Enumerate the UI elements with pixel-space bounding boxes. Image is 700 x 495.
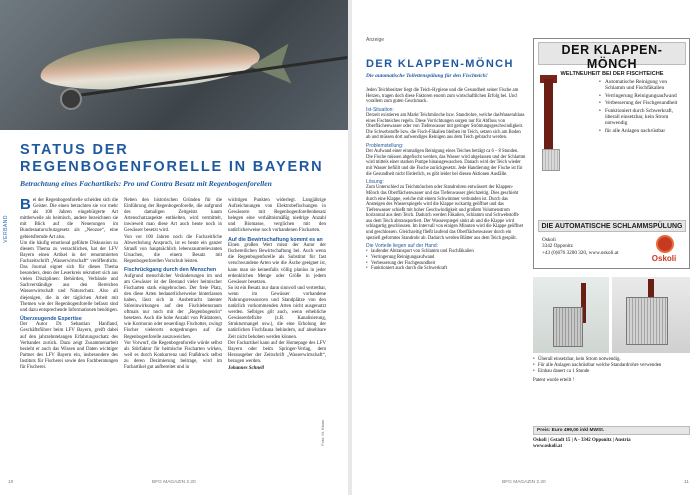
page-number: 10 <box>8 480 14 485</box>
ad-feature-list <box>598 79 688 135</box>
patent-note: Patent wurde erteilt ! <box>533 377 575 383</box>
paragraph: Der Fachartikel kann auf der Homepage des LFV Bayern oder beim Springer-Verlag, dem Herausgeber der Zeitschrift „Wasserwirtschaft“, bezogen werden. <box>228 340 326 364</box>
list-item: • laufender Abtransport von Schlamm und Fischfäkalien <box>366 249 526 255</box>
paragraph: Jeden Teichbesitzer liegt die Teich-Hygiene und die Gesundheit seiner Fische am Herzen, tragen doch diese Faktoren enorm zum wirtschaftlichen Erfolg bei. Und vorallem zum guten Geschmack. <box>366 88 519 105</box>
pipe <box>648 279 654 299</box>
dropcap: B <box>20 196 31 213</box>
list-item: • Verbesserung der Fischgesundheit <box>366 261 526 267</box>
monk-box-image <box>553 307 583 347</box>
logo-text: Oskoli <box>651 254 677 263</box>
advertisement-box <box>533 38 690 269</box>
ad-header-title: DER KLAPPEN-MÖNCH <box>561 43 663 71</box>
list-item: • Verbesserung der Fischgesundheit <box>598 100 688 106</box>
subheading: Auf die Bewirtschaftung kommt es an <box>228 236 323 243</box>
article-column-2 <box>124 198 222 371</box>
ad-slogan: DIE AUTOMATISCHE SCHLAMMSPÜLUNG <box>538 220 686 232</box>
ad-header <box>538 42 686 77</box>
ad-header-subtitle: WELTNEUHEIT BEI DER FISCHTEICHE <box>560 71 664 77</box>
subheading: Lösung: <box>366 179 384 186</box>
photo-credit: Foto: M. Klaus <box>320 420 325 446</box>
paragraph: So ist ein Besatz nur dann sinnvoll und vertretbar, wenn im Gewässer vorhandene Nahrungsressourcen und Standplätze von den natürlich vorkommenden Arten nicht ausgenutzt werden. Selbiges gilt auch, wenn erhebliche Gewässerdefizite (z.B. Kanalisierung, Strukturmangel usw.), die eine Erholung der natürlichen Fischfauna behindern, auf absehbare Zeit nicht behoben werden können. <box>228 285 326 340</box>
subheading: Die Vorteile liegen auf der Hand: <box>366 243 438 250</box>
author: Johannes Schnell <box>228 366 265 372</box>
list-item: • Funktioniert durch Schwerkraft, überall einsetzbar, kein Strom notwendig <box>598 108 688 127</box>
paragraph: Um die häufig emotional geführte Diskussion zu diesem Thema zu versachlichen, hat der LFV Bayern einen Artikel in der renommierten Fachzeitschrift „Wasserwirtschaft“ veröffentlicht. Das Journal eignet sich für dieses Thema besonders, denn der Leserkreis rekrutiert sich aus vielen Disziplinen: Behörden, Verbände und Sachverständige aus den Bereichen Wasserwirtschaft und Naturschutz. Also all diejenigen, die in der täglichen Arbeit mit Themen wie der Regenbogenforelle befasst sind und dazu entsprechende Informationen benötigen. <box>20 240 118 313</box>
product-photo-2 <box>612 277 690 353</box>
paragraph: Der Aufwand einer einmaligen Reinigung eines Teiches beträgt ca 6 – 8 Stunden. Die Fische müssen abgefischt werden, das Wasser wird abgelassen und der Schlamm wird mittels einer starken Pumpe hinausgewaschen. Danach wird der Teich wieder mit Wasser befüllt und die Fische zurückgesetzt. Jede Handierung der Fische ist für die Gesundheit nicht förderlich, es gibt leider bei diesen Aktionen Ausfälle. <box>366 149 526 177</box>
ad-footer <box>533 438 690 450</box>
right-page <box>352 0 700 495</box>
pipe <box>544 79 553 149</box>
article-column-3 <box>228 198 326 372</box>
paragraph: ei der Regenbogenforelle scheiden sich die Geister. Die einen betrachten sie vor mehr als 100 Jahren eingebürgerte Art mittlerweile als heimisch, andere bezeichnen sie mit Blick auf die Neuerungen im Bundesnaturschutzgesetz als „Neozoe“, eine gebietsfremde Art also. <box>20 198 118 240</box>
paragraph: Zum Unterschied zu Teichmönchen oder Standrohren entwässert der Klappen-Mönch das Oberflächenwasser und das Tiefenwasser gleichzeitig. Dies geschieht durch eine Klappe, welche mit einem Schwimmer verbunden ist. Durch das Ansteigen des Wasserspiegels wird die Klappe ruckartig geöffnet und das Tiefenwasser schießt mit hoher Geschwindigkeit und großem Volumenstrom horizontal aus dem Teich. Dadurch werden Fäkalien, Schlamm und Schwebstoffe aus dem Teich abtransportiert. Der Wasserspiegel sinkt ab und die Klappe wird schlagartig geschlossen. Im Intervall von einigen Minuten wird die Klappe geöffnet und geschlossen. Gleichzeitig fließt laufend das Oberflächenwasser durch ein speziell geformtes Standrohr ab. Dadurch werden Blätter aus dem Teich gespült. <box>366 185 524 241</box>
paragraph: Vor Vorwurf, die Regenbogenforelle würde selbst als Störfaktor für heimische Fischarten wirken, weil es durch Konkurrenz und Fraßdruck selbst zu deren Dezimierung beitrage, wird im Fachartikel gut aufbereitet und in <box>124 340 222 371</box>
reel-icon <box>60 88 82 110</box>
monk-box-image <box>542 149 560 171</box>
subheading: Ist-Situation: <box>366 106 394 113</box>
paragraph: wichtigen Punkten widerlegt. Langjährige Aufzeichnungen von Elektrobefischungen in Gewässern mit Regenbogenforellenbesatz belegen eine verhältnismäßig niedrige Anzahl und Biomasse, verglichen mit den natürlicherweise noch vorhandenen Fischarten. <box>228 198 326 234</box>
list-item: • Verringerung Reinigungsaufwand <box>366 255 526 261</box>
contact-name: Oskoli <box>542 237 556 243</box>
logo-icon <box>656 235 674 253</box>
ad-bullet-text <box>533 357 690 385</box>
magazine-footer: BFG MAGAZIN 2.20 <box>152 480 196 485</box>
oskoli-logo <box>644 235 684 265</box>
list-item: • Einbau dauert ca 1 Stunde <box>533 369 690 375</box>
left-page <box>0 0 348 495</box>
footer-contact: Oskoli | Gstadt 15 | A - 3342 Opponitz | Austria <box>533 438 631 443</box>
section-label: VERBAND <box>3 215 9 243</box>
list-item: • Für alle Anlagen nachrüstbar welche Standardrohre verwenden <box>533 363 690 369</box>
paragraph: Einen großen Wert misst der Autor der fischereilichen Bewirtschaftung bei. Auch wenn die Regenbogenforelle als Substitut für fast verschwundene Arten wie die Äsche geeignet ist, kann man sie keinesfalls völlig planlos in jeder erdenklichen Menge oder Größe in jedem Gewässer besetzen. <box>228 243 326 285</box>
list-item: • Funktioniert auch durch die Schwerkraft <box>366 266 526 272</box>
paragraph: Der Autor Dr. Sebastian Hanfland, Geschäftsführer beim LFV Bayern, greift dabei auf den jahrzehntelangen Erfahrungsschatz des Verbandes zurück. Dazu zeigt Zusammenarbeit bezieht er auch das Wissen und Daten wichtiger Partner des LFV Bayern ein, insbesondere des Instituts für Fischerei sowie den Fachberatungen für Fischerei. <box>20 322 118 371</box>
ad-title: DER KLAPPEN-MÖNCH <box>366 58 514 70</box>
subheading: Überzeugende Expertise <box>20 315 82 322</box>
monk-box-image <box>626 297 668 345</box>
price-box: Preis: Euro 499,00 inkl MWSt. <box>533 426 690 435</box>
list-item: • Verringerung Reinigungsaufwand <box>598 93 688 99</box>
article-title: STATUS DER REGENBOGENFORELLE IN BAYERN <box>20 142 324 175</box>
magazine-footer: BFG MAGAZIN 2.20 <box>502 480 546 485</box>
paragraph: Von vor 100 Jahren noch die Fachzeitliche Abwechslung Anspruch, ist es heute ein ganzer Strauß von hauptsächlich lebensraumrelevanten Ursachen, die einem Besatz mit Regenbogenforellen Vorschub leisten. <box>124 234 222 264</box>
list-item: • Überall einsetzbar, kein Strom notwendig. <box>533 357 690 363</box>
article-subtitle: Betrachtung eines Fachartikels: Pro und Contra Besatz mit Regenbogenforellen <box>20 179 272 188</box>
ad-subtitle: Die automatische Toilettenspülung für den Fischteich! <box>366 73 488 79</box>
paragraph: Neben den historischen Gründen für die Einführung der Regenbogenforelle, die aufgrund des damaligen Zeitgeists kaum Artenschutzaspekte enthielten, wird vermittelt, inwieweit man diese Art auch heute noch in Gewässer besetzt wird. <box>124 198 222 234</box>
list-item: • Automatische Reinigung von Schlamm und Fischfäkalien <box>598 79 688 92</box>
subheading: Problemstellung: <box>366 142 404 149</box>
footer-url[interactable]: www.oskoli.at <box>533 443 563 449</box>
list-item: • für alle Anlagen nachrüstbar <box>598 128 688 134</box>
subheading: Fischrückgang durch den Menschen <box>124 267 217 274</box>
ad-body-column <box>366 88 526 272</box>
contact-address: 3342 Opponitz <box>542 243 573 250</box>
ad-contact <box>542 237 619 256</box>
paragraph: Aufgrund menschlicher Veränderungen im und am Gewässer ist der Bestand vieler heimischer Fischarten stark eingebrochen. Der freie Platz, den diese Arten bedauerlicherweise hinterlassen haben, lässt sich in Ansbetracht latenter Störeinwirkungen auf den Fischlebensraum oftmals nur noch mit der „Regenbogenrin“ besetzen. Auch die hohe Anzahl von Prädatoren, wie Kormoran oder neuerdings Fischotter, zwingt Fischer vielerorts notgedrungen auf die Regenbogenforelle auszuweichen. <box>124 273 222 340</box>
page-number: 11 <box>684 480 689 485</box>
product-photo-1 <box>533 277 609 353</box>
fish-photo <box>0 0 348 130</box>
contact-phone: +43 (0)676 3200 320, www.oskoli.at <box>542 249 619 256</box>
ad-label: Anzeige <box>366 37 385 43</box>
article-column-1 <box>20 198 118 371</box>
paragraph: Derzeit existieren am Markt Teichmönche bzw. Standrohre, welche dasWasserablass eines Fischteiches regeln. Diese Vorrichtungen sorgen nur für Abfluss von Oberflächenwasser oder von Tiefenwasser mit geringer Strömungsgeschwindigkeit. Die Schwebstoffe bzw. die Fisch-Fäkalien bleiben im Teich, setzen sich am Boden ab und müssen dort aufwendiges Reinigen aus dem Teich gebracht werden. <box>366 112 525 141</box>
advantages-list <box>366 249 526 271</box>
